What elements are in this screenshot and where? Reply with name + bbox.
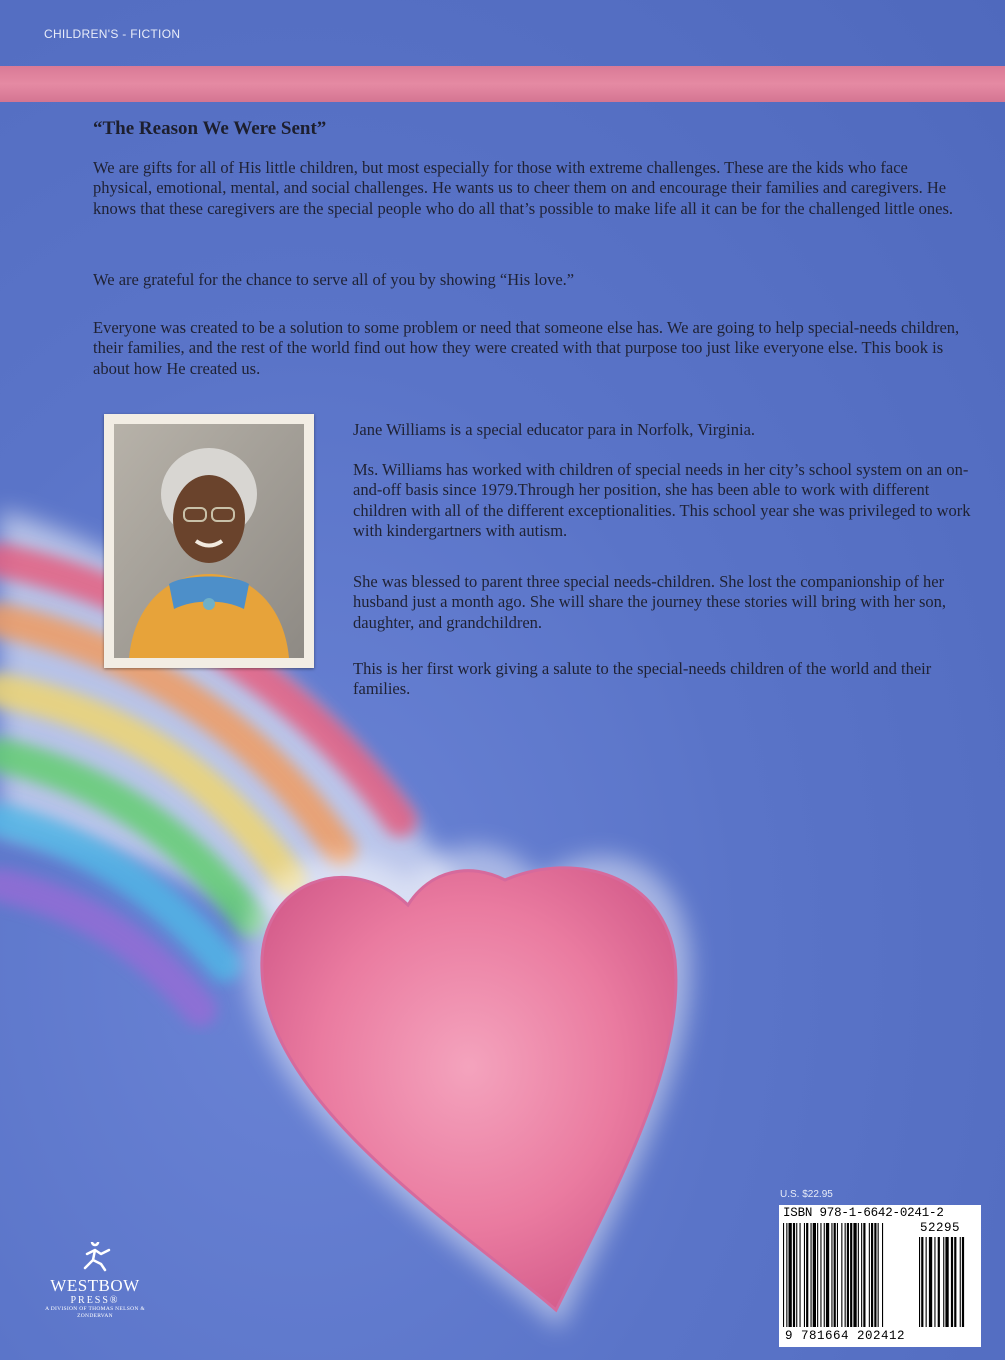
category-label: CHILDREN'S - FICTION <box>44 27 181 41</box>
price-label: U.S. $22.95 <box>780 1189 833 1200</box>
barcode-bar <box>850 1223 852 1327</box>
book-title: “The Reason We Were Sent” <box>93 118 327 139</box>
barcode-bar <box>824 1223 825 1327</box>
addon-bar <box>929 1237 932 1327</box>
author-bio-3: She was blessed to parent three special needs-children. She lost the companionship of her husband just a month ago. She will share the journey these stories will bring with her son, daughter, and grandchildren. <box>353 572 946 632</box>
barcode-bar <box>837 1223 838 1327</box>
barcode-bar <box>826 1223 829 1327</box>
barcode-bar <box>871 1223 873 1327</box>
addon-bar <box>921 1237 923 1327</box>
publisher-logo <box>40 1242 150 1320</box>
blurb-paragraph-3: Everyone was created to be a solution to some problem or need that someone else has. We are going to help special-needs children, their families, and the rest of the world find out how they were created with that purpose too just like everyone else. This book is about how He created us. <box>93 318 960 378</box>
blurb-paragraph-2: We are grateful for the chance to serve all of you by showing “His love.” <box>93 270 575 289</box>
publisher-name: WESTBOW <box>50 1276 140 1295</box>
addon-bar <box>926 1237 927 1327</box>
author-bio-2: Ms. Williams has worked with children of special needs in her city’s school system on an on-and-off basis since 1979.Through her position, she has been able to work with different children with all of the different exceptionalities. This school year she was privileged to work with kindergartners with autism. <box>353 460 971 540</box>
author-bio-4: This is her first work giving a salute to the special-needs children of the world and their families. <box>353 659 932 699</box>
barcode-bar <box>845 1223 846 1327</box>
addon-bar <box>938 1237 940 1327</box>
runner-logo-icon <box>75 1242 115 1272</box>
barcode-bar <box>882 1223 883 1327</box>
barcode-bar <box>817 1223 818 1327</box>
barcode-bar <box>847 1223 849 1327</box>
barcode-bar <box>858 1223 859 1327</box>
barcode-bar <box>874 1223 876 1327</box>
addon-bar <box>934 1237 935 1327</box>
publisher-sub: PRESS® <box>70 1295 120 1306</box>
author-bio-1: Jane Williams is a special educator para in Norfolk, Virginia. <box>353 420 756 439</box>
addon-bar <box>954 1237 956 1327</box>
barcode-bar <box>789 1223 792 1327</box>
barcode-bar <box>796 1223 797 1327</box>
addon-bar <box>951 1237 953 1327</box>
pink-stripe <box>0 66 1005 102</box>
barcode-bar <box>861 1223 862 1327</box>
barcode-bar <box>811 1223 812 1327</box>
barcode-bar <box>813 1223 816 1327</box>
barcode-bar <box>831 1223 832 1327</box>
barcode-bar <box>786 1223 787 1327</box>
barcode-bar <box>834 1223 836 1327</box>
isbn-number: ISBN 978-1-6642-0241-2 <box>783 1206 944 1220</box>
barcode-bar <box>853 1223 856 1327</box>
barcode-bar <box>793 1223 795 1327</box>
barcode-digits: 9 781664 202412 <box>785 1329 906 1343</box>
barcode-bar <box>820 1223 821 1327</box>
addon-bar <box>943 1237 944 1327</box>
barcode-bar <box>841 1223 842 1327</box>
blurb-paragraph-1: We are gifts for all of His little children, but most especially for those with extreme challenges. These are the kids who face physical, emotional, mental, and social challenges. He wants us to cheer them on and encourage their families and caregivers. He knows that these caregivers are the special people who do all that’s possible to make life all it can be for the challenged little ones. <box>93 158 954 218</box>
addon-bar <box>962 1237 964 1327</box>
addon-bar <box>945 1237 948 1327</box>
barcode-bar <box>878 1223 879 1327</box>
barcode-bar <box>804 1223 805 1327</box>
barcode-bar <box>863 1223 865 1327</box>
addon-bar <box>960 1237 961 1327</box>
barcode-bar <box>783 1223 784 1327</box>
addon-bar <box>919 1237 920 1327</box>
author-photo <box>104 414 314 668</box>
barcode-bar <box>800 1223 801 1327</box>
publisher-division: A DIVISION OF THOMAS NELSON & ZONDERVAN <box>45 1306 145 1319</box>
isbn-barcode <box>779 1205 981 1347</box>
barcode-bar <box>806 1223 808 1327</box>
barcode-bar <box>869 1223 870 1327</box>
barcode-addon-digits: 52295 <box>920 1221 961 1235</box>
